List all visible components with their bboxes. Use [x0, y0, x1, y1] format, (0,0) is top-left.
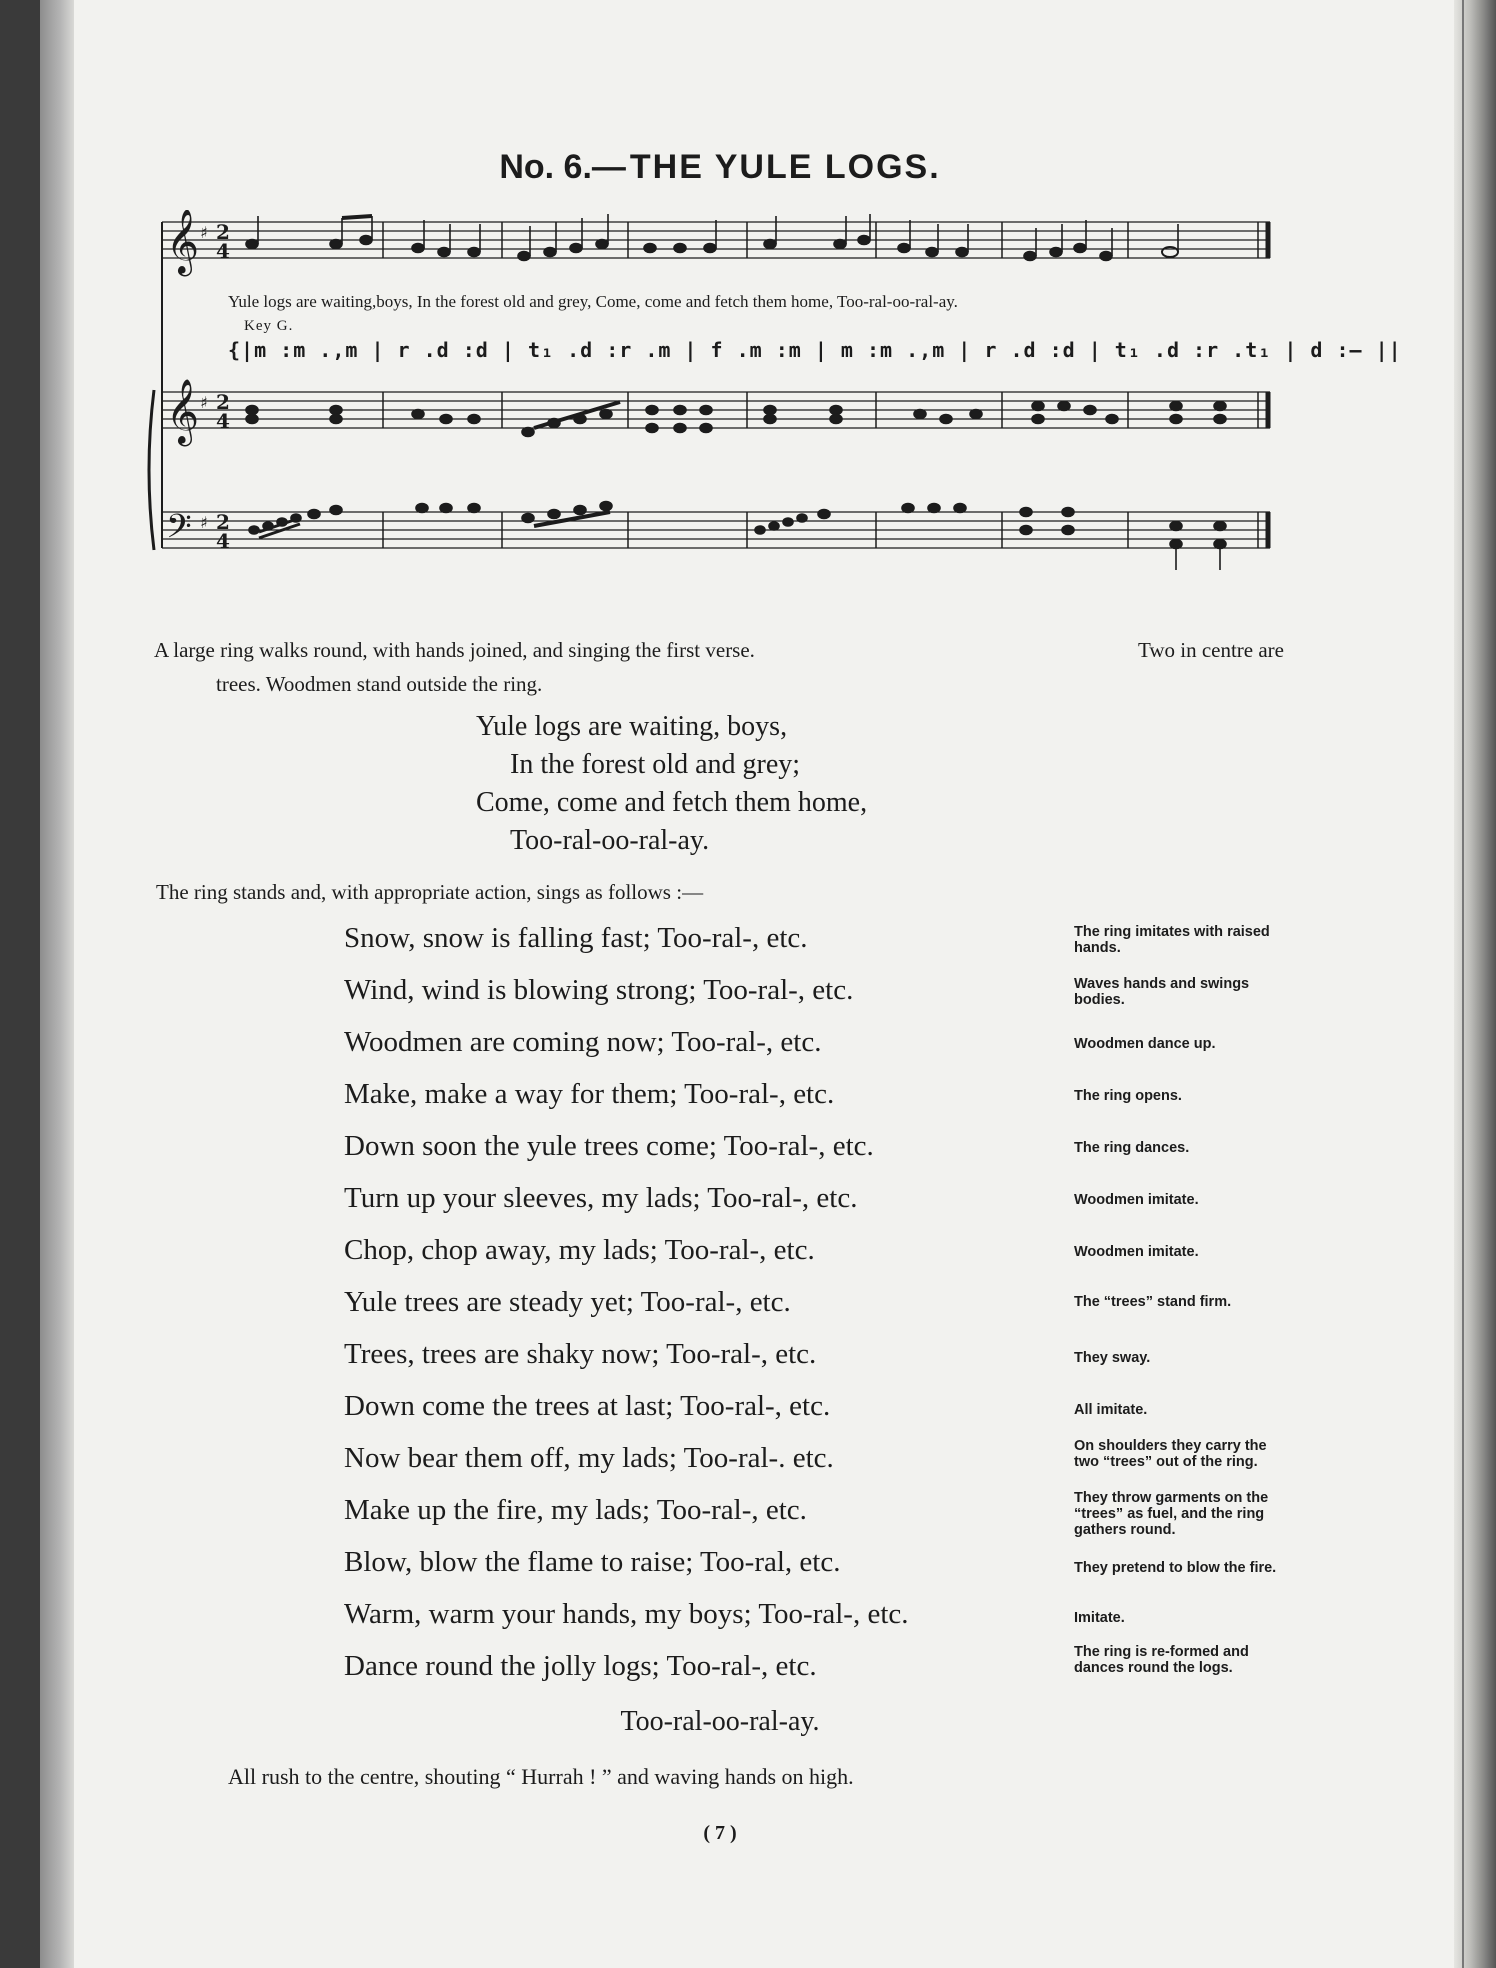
song-number: No. 6.—	[499, 148, 626, 186]
svg-text:𝄢: 𝄢	[166, 508, 192, 554]
book-spine-shadow	[0, 0, 40, 1968]
song-name: THE YULE LOGS.	[629, 148, 941, 186]
intro-line-1-right: Two in centre are	[1137, 638, 1284, 662]
action-note: Waves hands and swings bodies.	[1074, 976, 1250, 1008]
svg-text:♯: ♯	[200, 513, 208, 532]
bass-staff	[162, 512, 1270, 548]
action-line: Chop, chop away, my lads; Too-ral-, etc.	[344, 1234, 815, 1266]
page-number: ( 7 )	[703, 1822, 737, 1844]
first-verse	[476, 708, 867, 860]
verse-line: In the forest old and grey;	[510, 749, 801, 780]
action-note: The “trees” stand firm.	[1074, 1294, 1232, 1310]
svg-text:♯: ♯	[200, 223, 208, 242]
action-line: Snow, snow is falling fast; Too-ral-, etc.	[344, 922, 808, 954]
verse-line: Too-ral-oo-ral-ay.	[510, 825, 710, 856]
tonic-solfa-line: {|m :m .,m | r .d :d | t₁ .d :r .m | f .m :m | m :m .,m | r .d :d | t₁ .d :r .t₁ | d :— ||	[228, 338, 1402, 362]
action-note: The ring dances.	[1074, 1140, 1190, 1156]
verse-line: Come, come and fetch them home,	[476, 787, 868, 818]
action-line: Blow, blow the flame to raise; Too-ral, etc.	[344, 1546, 841, 1578]
action-line: Down come the trees at last; Too-ral-, etc.	[344, 1390, 831, 1422]
intro-line-2: trees. Woodmen stand outside the ring.	[216, 672, 543, 696]
action-line: Wind, wind is blowing strong; Too-ral-, etc.	[344, 974, 854, 1006]
svg-text:2: 2	[216, 390, 230, 414]
action-line: Woodmen are coming now; Too-ral-, etc.	[344, 1026, 822, 1058]
action-instruction: The ring stands and, with appropriate action, sings as follows :—	[156, 880, 704, 904]
action-note: All imitate.	[1074, 1402, 1148, 1418]
action-note: Woodmen imitate.	[1074, 1192, 1199, 1208]
action-note: The ring opens.	[1074, 1088, 1182, 1104]
action-line: Make, make a way for them; Too-ral-, etc.	[344, 1078, 835, 1110]
action-line: Trees, trees are shaky now; Too-ral-, etc.	[344, 1338, 817, 1370]
intro-line-1: A large ring walks round, with hands joined, and singing the first verse.	[154, 638, 755, 662]
intro-paragraph	[154, 633, 1284, 701]
verse-line: Yule logs are waiting, boys,	[476, 711, 788, 742]
action-line: Dance round the jolly logs; Too-ral-, etc.	[344, 1650, 817, 1682]
action-note: Imitate.	[1074, 1610, 1125, 1626]
action-note: Woodmen imitate.	[1074, 1244, 1199, 1260]
key-signature-label: Key G.	[244, 318, 294, 334]
closing-line: All rush to the centre, shouting “ Hurrah ! ” and waving hands on high.	[228, 1764, 854, 1789]
music-score	[140, 210, 1290, 590]
svg-text:4: 4	[216, 409, 230, 433]
action-note: They pretend to blow the fire.	[1074, 1560, 1277, 1576]
action-note: On shoulders they carry the two “trees” out of the ring.	[1074, 1438, 1267, 1470]
action-line: Down soon the yule trees come; Too-ral-, etc.	[344, 1130, 874, 1162]
action-note: They throw garments on the “trees” as fuel, and the ring gathers round.	[1074, 1490, 1269, 1538]
action-line: Warm, warm your hands, my boys; Too-ral-, etc.	[344, 1598, 909, 1630]
svg-text:♯: ♯	[200, 393, 208, 412]
book-gutter	[40, 0, 74, 1968]
action-note: They sway.	[1074, 1350, 1151, 1366]
score-lyrics: Yule logs are waiting,boys, In the forest old and grey, Come, come and fetch them home, Too-ral-oo-ral-ay.	[228, 292, 958, 311]
page-title	[0, 148, 1440, 187]
action-note: The ring is re-formed and dances round the logs.	[1074, 1644, 1249, 1676]
svg-text:𝄞: 𝄞	[166, 379, 200, 444]
page-edge	[1454, 0, 1496, 1968]
svg-text:4: 4	[216, 239, 230, 263]
svg-text:2: 2	[216, 510, 230, 534]
action-note: The ring imitates with raised hands.	[1074, 924, 1270, 956]
action-line: Yule trees are steady yet; Too-ral-, etc.	[344, 1286, 791, 1318]
action-note: Woodmen dance up.	[1074, 1036, 1216, 1052]
svg-text:2: 2	[216, 220, 230, 244]
refrain-line: Too-ral-oo-ral-ay.	[620, 1706, 820, 1737]
action-line: Turn up your sleeves, my lads; Too-ral-, etc.	[344, 1182, 858, 1214]
svg-text:𝄞: 𝄞	[166, 210, 200, 274]
action-line: Now bear them off, my lads; Too-ral-. etc.	[344, 1442, 834, 1474]
action-line: Make up the fire, my lads; Too-ral-, etc.	[344, 1494, 807, 1526]
treble-staff	[162, 392, 1270, 428]
svg-text:4: 4	[216, 529, 230, 553]
